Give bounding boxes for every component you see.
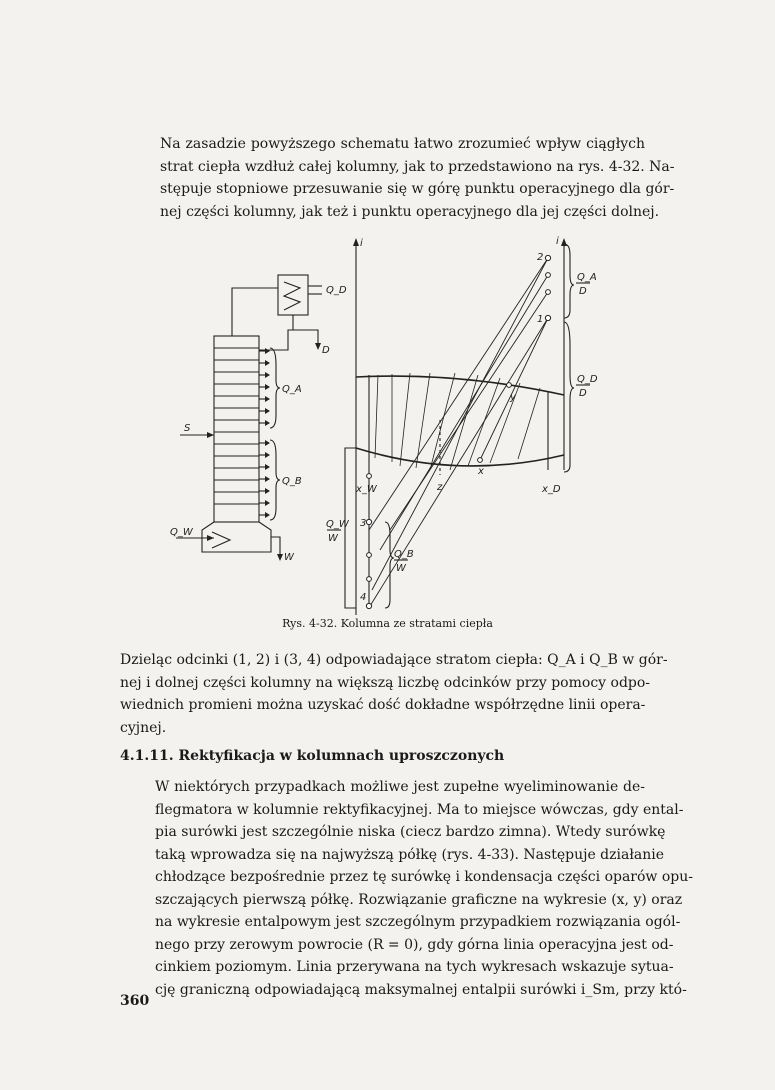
- text-line: cinkiem poziomym. Linia przerywana na tych wykresach wskazuje sytua-: [155, 959, 674, 975]
- text-line: flegmatora w kolumnie rektyfikacyjnej. Ma to miejsce wówczas, gdy ental-: [155, 801, 684, 818]
- point-3: [366, 519, 371, 524]
- condenser-coil: [284, 282, 300, 310]
- label-i-left: i: [360, 238, 363, 249]
- text-line: nej i dolnej części kolumny na większą liczbę odcinków przy pomocy odpo-: [120, 674, 651, 691]
- label-qa: Q_A: [282, 384, 302, 395]
- label-qd: Q_D: [326, 285, 347, 296]
- text-line: wiednich promieni można uzyskać dość dokładne współrzędne linii opera-: [120, 697, 646, 713]
- label-qw: Q_W: [170, 527, 193, 538]
- brace-qb: [270, 440, 280, 520]
- text-line: Na zasadzie powyższego schematu łatwo zrozumieć wpływ ciągłych: [160, 136, 645, 152]
- point-1: [545, 315, 550, 320]
- label-frac-qd-num: Q_D: [577, 374, 598, 385]
- label-frac-qb-den: W: [396, 563, 406, 574]
- brace-qa-d: [564, 244, 574, 318]
- label-xw: x_W: [356, 484, 377, 495]
- text-line: pia surówki jest szczególnie niska (ciecz bardzo zimna). Wtedy surówkę: [155, 824, 666, 840]
- brace-qd-d: [564, 322, 574, 472]
- text-line: nego przy zerowym powrocie (R = 0), gdy górna linia operacyjna jest od-: [155, 936, 674, 953]
- label-frac-qd-den: D: [579, 388, 587, 399]
- label-frac-qw-num: Q_W: [326, 519, 349, 530]
- label-d: D: [322, 345, 330, 356]
- vapour-line: [232, 288, 278, 336]
- text-line: stępuje stopniowe przesuwanie się w górę punktu operacyjnego dla gór-: [160, 181, 675, 197]
- text-line: cyjnej.: [120, 719, 167, 736]
- label-y: y: [510, 392, 516, 403]
- figure-column-heat-losses: [160, 230, 600, 615]
- axis-arrow-left: [353, 238, 359, 246]
- text-line: szczających pierwszą półkę. Rozwiązanie graficzne na wykresie (x, y) oraz: [155, 891, 683, 908]
- point-2: [545, 255, 550, 260]
- text-line: W niektórych przypadkach możliwe jest zupełne wyeliminowanie de-: [155, 779, 645, 795]
- label-frac-qa-num: Q_A: [577, 272, 597, 283]
- figure-caption: Rys. 4-32. Kolumna ze stratami ciepła: [282, 617, 493, 630]
- label-point-4: 4: [360, 592, 367, 603]
- reboiler-coil: [212, 532, 230, 548]
- page-number: 360: [120, 993, 150, 1009]
- brace-qa: [270, 348, 280, 428]
- text-line: strat ciepła wzdłuż całej kolumny, jak to przedstawiono na rys. 4-32. Na-: [160, 158, 675, 175]
- brace-qb-w: [385, 522, 394, 608]
- text-line: chłodzące bezpośrednie przez tę surówkę i kondensacja części oparów opu-: [155, 869, 693, 885]
- distillate-line: [293, 315, 318, 345]
- point-4: [366, 603, 371, 608]
- text-line: cję graniczną odpowiadającą maksymalnej entalpii surówki i_Sm, przy któ-: [155, 981, 687, 998]
- paragraph-intro: [120, 133, 675, 223]
- label-frac-qb-num: Q_B: [394, 549, 414, 560]
- label-point-3: 3: [360, 518, 367, 529]
- label-i-right: i: [556, 236, 559, 247]
- label-xd: x_D: [542, 484, 561, 495]
- tie-lines: [375, 373, 540, 470]
- bottoms-line: [271, 537, 280, 555]
- column-body: [214, 336, 259, 522]
- label-s: S: [184, 423, 191, 434]
- point-y: [507, 383, 512, 388]
- label-z: z: [437, 482, 443, 493]
- section-heading: 4.1.11. Rektyfikacja w kolumnach uproszczonych: [120, 748, 505, 764]
- label-point-1: 1: [537, 314, 544, 325]
- label-frac-qa-den: D: [579, 286, 587, 297]
- text-line: nej części kolumny, jak też i punktu operacyjnego dla jej części dolnej.: [160, 203, 660, 220]
- label-point-2: 2: [537, 252, 544, 263]
- point-x: [478, 458, 483, 463]
- text-line: na wykresie entalpowym jest szczególnym przypadkiem rozwiązania ogól-: [155, 914, 681, 930]
- label-x: x: [478, 466, 484, 477]
- paragraph-losses: [120, 649, 668, 739]
- axis-arrow-right: [561, 238, 567, 246]
- paragraph-simplified-columns: [120, 776, 693, 1001]
- column-trays: [214, 348, 259, 504]
- liquid-saturation-curve: [356, 448, 564, 466]
- reflux-line: [259, 330, 293, 350]
- condenser: [278, 275, 308, 315]
- text-line: Dzieląc odcinki (1, 2) i (3, 4) odpowiadające stratom ciepła: Q_A i Q_B w gór-: [120, 652, 668, 668]
- label-w: W: [284, 552, 294, 563]
- label-qb: Q_B: [282, 476, 302, 487]
- label-frac-qw-den: W: [328, 533, 338, 544]
- text-line: taką wprowadza się na najwyższą półkę (rys. 4-33). Następuje działanie: [155, 846, 665, 863]
